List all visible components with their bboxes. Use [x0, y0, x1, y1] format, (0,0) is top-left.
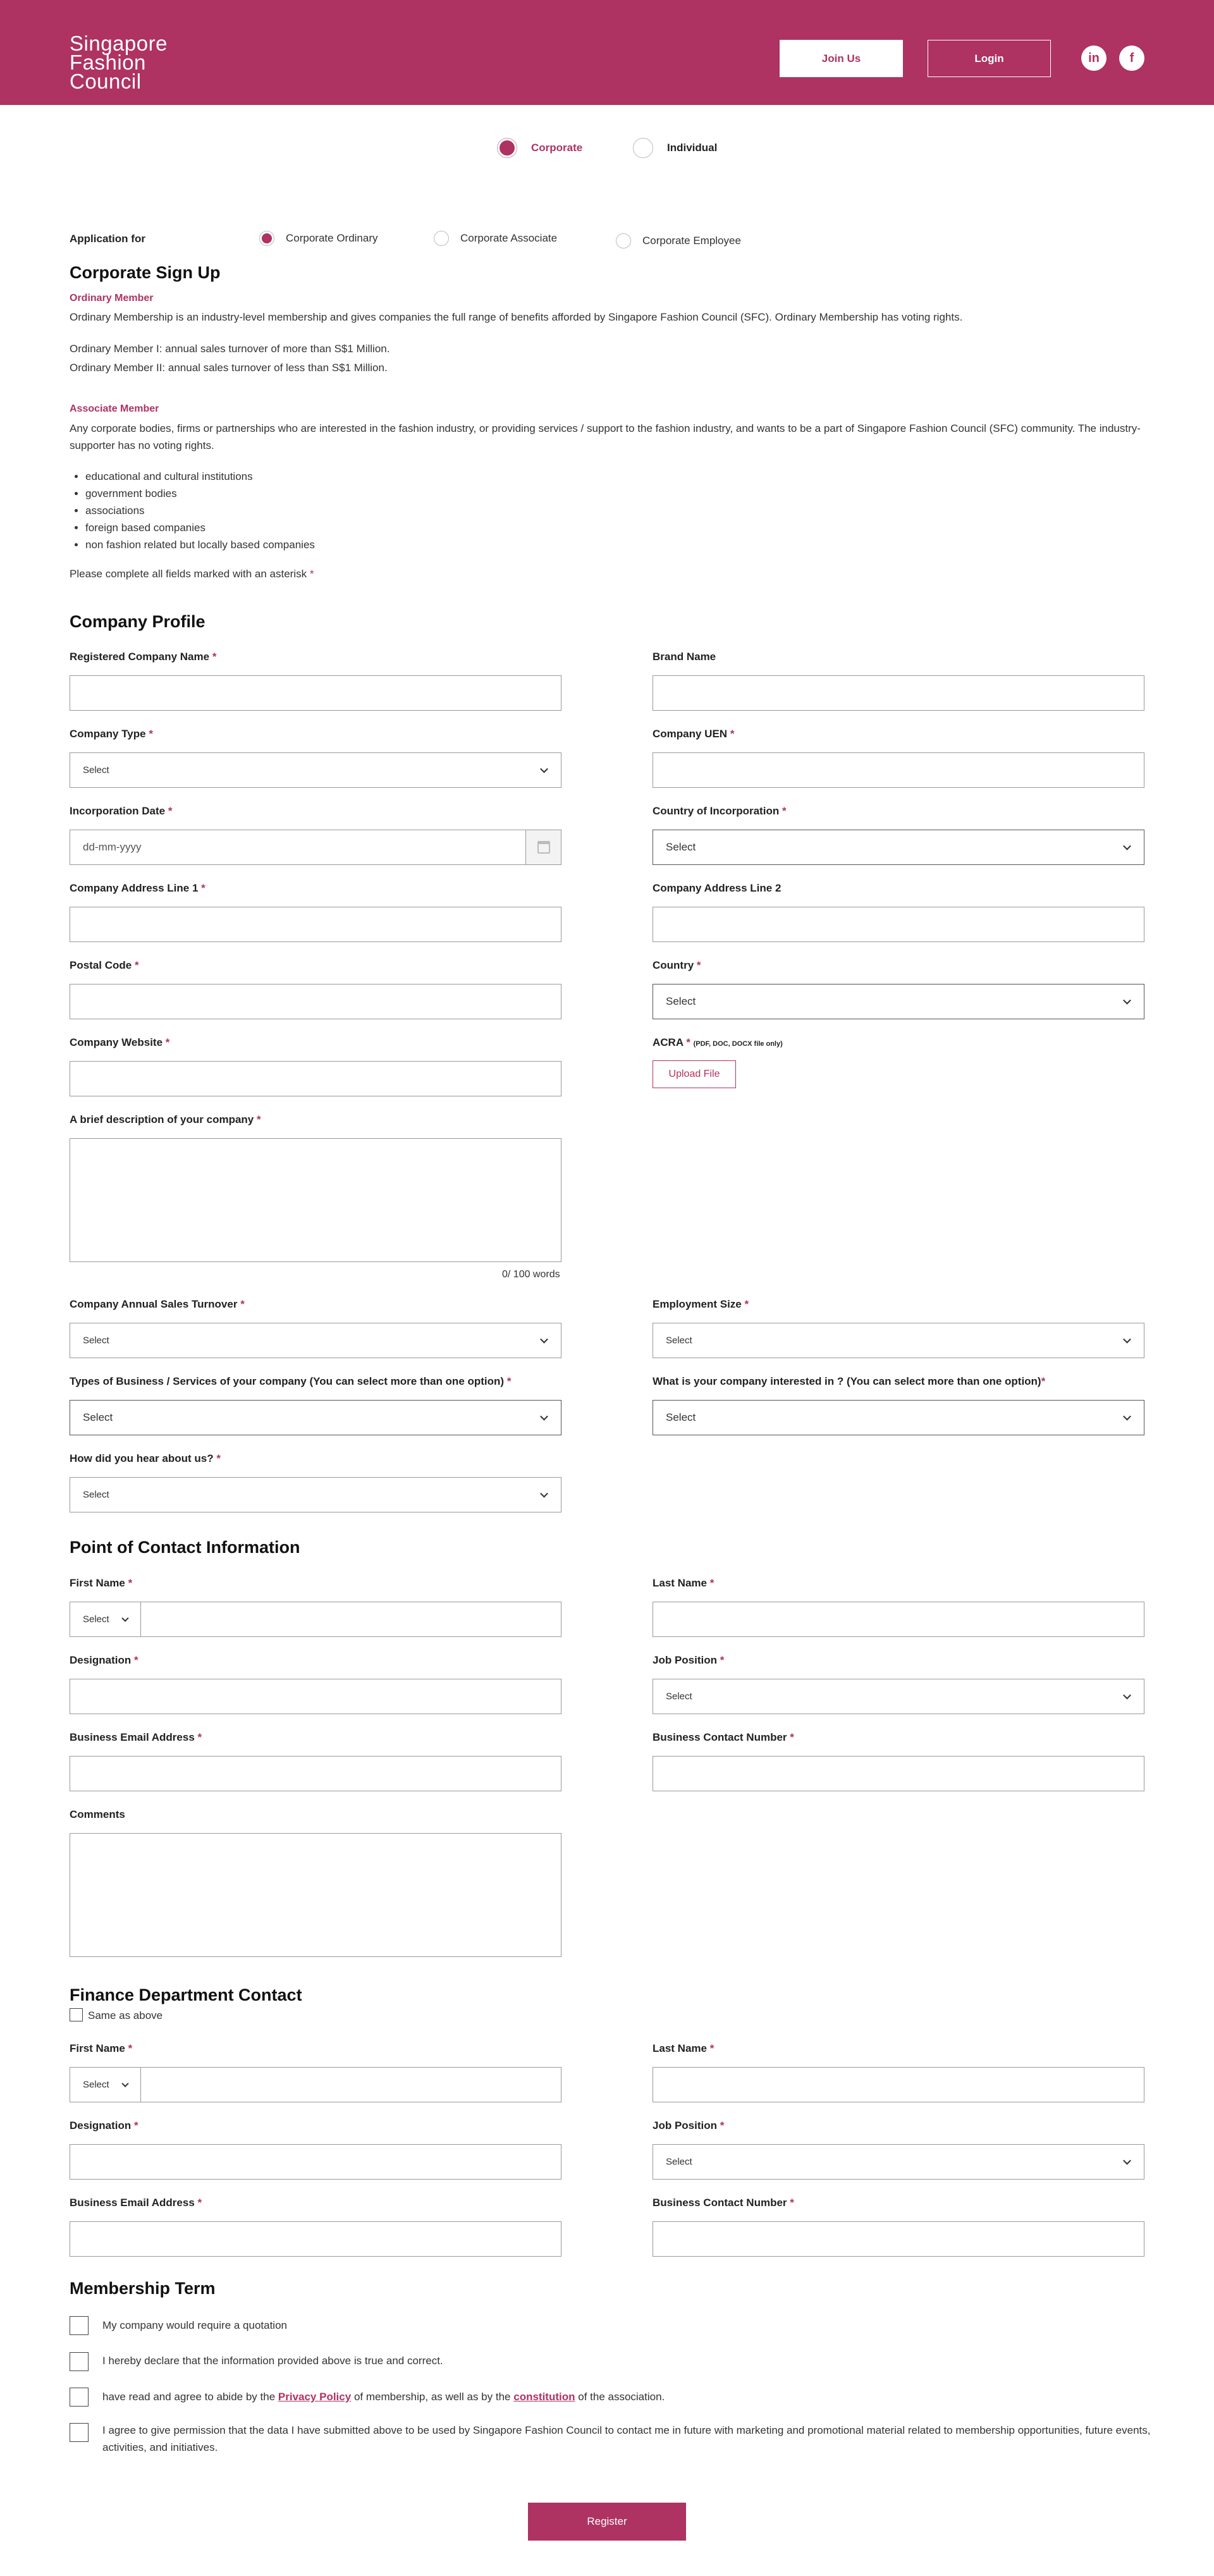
addr2-label: Company Address Line 2 [653, 882, 782, 894]
required-asterisk: * [128, 1577, 133, 1589]
label-text: Country of Incorporation [653, 805, 780, 817]
radio-corporate-label: Corporate [531, 142, 583, 154]
select-value: Select [666, 1411, 696, 1423]
radio-individual-label: Individual [667, 142, 718, 154]
select-value: Select [83, 1489, 109, 1500]
facebook-icon[interactable]: f [1119, 46, 1144, 71]
select-value: Select [666, 1335, 692, 1346]
contact-email-input[interactable] [70, 1756, 561, 1791]
website-input[interactable] [70, 1061, 561, 1096]
associate-list [70, 468, 315, 553]
consent-checkbox[interactable] [70, 2423, 89, 2442]
agree-text-end: of the association. [578, 2391, 665, 2403]
contact-first-name-input[interactable] [70, 1602, 561, 1637]
top-header [0, 0, 1214, 105]
join-us-button[interactable]: Join Us [780, 40, 903, 77]
finance-last-name-label [653, 2042, 714, 2055]
list-item: • associations [85, 502, 315, 519]
associate-member-text: Any corporate bodies, firms or partnerships who are interested in the fashion industry, or providing services / support to the fashion industry, and wants to be a part of Singapore Fashion Council (SFC) community. The industry-supporter has no voting rights. [70, 422, 1141, 451]
select-value: Select [83, 1614, 109, 1625]
employment-select[interactable] [653, 1323, 1144, 1358]
salutation-select[interactable] [70, 2068, 141, 2102]
contact-last-name-label [653, 1577, 714, 1590]
list-item: • government bodies [85, 485, 315, 502]
required-asterisk: * [709, 2042, 714, 2054]
contact-last-name-input[interactable] [653, 1602, 1144, 1637]
inc-date-label [70, 805, 172, 818]
label-text: Job Position [653, 1654, 717, 1666]
radio-corporate-associate-label: Corporate Associate [460, 232, 558, 244]
radio-corporate-associate[interactable] [434, 231, 557, 246]
contact-designation-label [70, 1654, 138, 1667]
radio-corporate[interactable] [497, 138, 582, 158]
description-textarea[interactable] [70, 1138, 561, 1262]
finance-phone-label [653, 2197, 794, 2209]
finance-job-position-label [653, 2119, 724, 2132]
chevron-down-icon [540, 1490, 548, 1498]
employment-label [653, 1298, 749, 1311]
comments-label: Comments [70, 1808, 125, 1820]
select-value: Select [83, 1335, 109, 1346]
chevron-down-icon [1123, 2157, 1131, 2165]
required-asterisk: * [506, 1375, 512, 1387]
constitution-link[interactable]: constitution [513, 2391, 575, 2403]
radio-corporate-ordinary-circle [259, 231, 274, 246]
radio-individual-circle [633, 138, 653, 158]
radio-corporate-employee-label: Corporate Employee [642, 235, 741, 247]
finance-heading: Finance Department Contact [70, 1985, 302, 2004]
uen-input[interactable] [653, 752, 1144, 788]
select-value: Select [83, 1411, 113, 1423]
required-asterisk: * [790, 1731, 794, 1743]
finance-phone-input[interactable] [653, 2221, 1144, 2257]
chevron-down-icon [121, 2080, 128, 2087]
salutation-select[interactable] [70, 1602, 141, 1636]
chevron-down-icon [540, 765, 548, 773]
label-text: Company Type [70, 728, 146, 740]
radio-corporate-ordinary-label: Corporate Ordinary [286, 232, 378, 244]
required-asterisk: * [212, 651, 217, 663]
agree-text-mid: of membership, as well as by the [353, 2391, 511, 2403]
chevron-down-icon [1123, 997, 1131, 1005]
quotation-checkbox[interactable] [70, 2316, 89, 2335]
logo-line-1: Singapore [70, 32, 168, 55]
contact-phone-label [653, 1731, 794, 1744]
contact-designation-input[interactable] [70, 1679, 561, 1714]
contact-phone-input[interactable] [653, 1756, 1144, 1791]
business-types-select[interactable] [70, 1400, 561, 1435]
required-asterisk: * [134, 959, 139, 971]
chevron-down-icon [540, 1413, 548, 1421]
label-text: Incorporation Date [70, 805, 166, 817]
membership-term-heading: Membership Term [70, 2279, 216, 2298]
radio-individual[interactable] [633, 138, 717, 158]
register-button[interactable]: Register [528, 2503, 686, 2541]
country-inc-label [653, 805, 787, 818]
list-item: • non fashion related but locally based companies [85, 536, 315, 553]
ordinary-member-text: Ordinary Membership is an industry-level membership and gives companies the full range of benefits afforded by Singapore Fashion Council (SFC). Ordinary Membership has voting rights. [70, 311, 963, 323]
label-text: ACRA [653, 1036, 684, 1048]
ordinary-tier-2: Ordinary Member II: annual sales turnover of less than S$1 Million. [70, 362, 388, 374]
interested-select[interactable] [653, 1400, 1144, 1435]
application-for-label: Application for [70, 233, 145, 245]
select-value: Select [666, 841, 696, 853]
radio-corporate-associate-circle [434, 231, 449, 246]
finance-first-name-label [70, 2042, 132, 2055]
chevron-down-icon [1123, 1691, 1131, 1700]
asterisk-note-text: Please complete all fields marked with an asterisk [70, 568, 307, 580]
ordinary-member-heading: Ordinary Member [70, 293, 154, 304]
same-as-above-checkbox[interactable] [70, 2008, 83, 2021]
label-text: A brief description of your company [70, 1113, 254, 1125]
login-button[interactable]: Login [928, 40, 1051, 77]
required-asterisk: * [149, 728, 153, 740]
chevron-down-icon [540, 1335, 548, 1344]
required-asterisk: * [1041, 1375, 1046, 1387]
required-asterisk: * [744, 1298, 749, 1310]
finance-job-position-select[interactable] [653, 2144, 1144, 2180]
label-text: Designation [70, 2119, 132, 2131]
registered-name-label [70, 651, 216, 663]
date-placeholder: dd-mm-yyyy [83, 841, 142, 853]
required-asterisk: * [720, 2119, 725, 2131]
privacy-policy-link[interactable]: Privacy Policy [278, 2391, 352, 2403]
linkedin-icon[interactable]: in [1081, 46, 1107, 71]
word-count: 0/ 100 words [502, 1269, 560, 1280]
label-text: How did you hear about us? [70, 1452, 214, 1464]
same-as-above-label: Same as above [88, 2009, 163, 2021]
inc-date-input[interactable] [70, 830, 561, 865]
turnover-select[interactable] [70, 1323, 561, 1358]
brand-name-input[interactable] [653, 675, 1144, 711]
finance-last-name-input[interactable] [653, 2067, 1144, 2102]
list-item: • educational and cultural institutions [85, 468, 315, 485]
label-text: Business Contact Number [653, 2197, 787, 2209]
finance-first-name-input[interactable] [70, 2067, 561, 2102]
label-text: Last Name [653, 2042, 707, 2054]
label-text: Company UEN [653, 728, 728, 740]
required-asterisk: * [128, 2042, 133, 2054]
select-value: Select [83, 2079, 109, 2090]
country-select[interactable] [653, 984, 1144, 1019]
label-text: First Name [70, 2042, 125, 2054]
label-text: Business Email Address [70, 2197, 195, 2209]
description-label [70, 1113, 261, 1126]
comments-textarea[interactable] [70, 1833, 561, 1957]
ordinary-tier-1: Ordinary Member I: annual sales turnover of more than S$1 Million. [70, 343, 390, 355]
select-value: Select [666, 1691, 692, 1702]
contact-first-name-label [70, 1577, 132, 1590]
finance-email-label [70, 2197, 202, 2209]
website-label [70, 1036, 169, 1049]
required-asterisk: * [686, 1036, 690, 1048]
label-text: Designation [70, 1654, 132, 1666]
required-asterisk: * [720, 1654, 725, 1666]
business-types-label [70, 1375, 511, 1388]
required-asterisk: * [134, 2119, 138, 2131]
label-text: Business Email Address [70, 1731, 195, 1743]
radio-corporate-circle [497, 138, 517, 158]
label-text: First Name [70, 1577, 125, 1589]
addr1-input[interactable] [70, 907, 561, 942]
chevron-down-icon [1123, 1413, 1131, 1421]
label-text: Company Annual Sales Turnover [70, 1298, 238, 1310]
required-asterisk: * [309, 568, 314, 580]
agree-checkbox[interactable] [70, 2388, 89, 2407]
required-asterisk: * [197, 2197, 202, 2209]
calendar-icon[interactable] [525, 830, 561, 864]
required-asterisk: * [782, 805, 787, 817]
required-asterisk: * [790, 2197, 794, 2209]
contact-heading: Point of Contact Information [70, 1538, 300, 1557]
addr2-input[interactable] [653, 907, 1144, 942]
label-text: Company Address Line 1 [70, 882, 199, 894]
declare-label: I hereby declare that the information provided above is true and correct. [102, 2355, 443, 2367]
acra-note: (PDF, DOC, DOCX file only) [693, 1040, 783, 1048]
acra-label [653, 1036, 783, 1049]
required-asterisk: * [201, 882, 205, 894]
addr1-label [70, 882, 205, 895]
registered-name-input[interactable] [70, 675, 561, 711]
country-inc-select[interactable] [653, 830, 1144, 865]
radio-corporate-ordinary[interactable] [259, 231, 378, 246]
company-profile-heading: Company Profile [70, 612, 205, 631]
chevron-down-icon [121, 1615, 128, 1622]
required-asterisk: * [165, 1036, 170, 1048]
country-label [653, 959, 701, 972]
label-text: Employment Size [653, 1298, 742, 1310]
radio-corporate-employee-circle [616, 233, 631, 248]
hear-select[interactable] [70, 1477, 561, 1512]
label-text: Postal Code [70, 959, 132, 971]
select-value: Select [83, 764, 109, 776]
label-text: Job Position [653, 2119, 717, 2131]
required-asterisk: * [256, 1113, 261, 1125]
label-text: Types of Business / Services of your company (You can select more than one option) [70, 1375, 505, 1387]
hear-label [70, 1452, 221, 1465]
label-text: Business Contact Number [653, 1731, 787, 1743]
required-asterisk: * [709, 1577, 714, 1589]
agree-text-start: have read and agree to abide by the [102, 2391, 276, 2403]
finance-email-input[interactable] [70, 2221, 561, 2257]
label-text: Country [653, 959, 694, 971]
select-value: Select [666, 2156, 692, 2168]
uen-label [653, 728, 734, 740]
upload-file-button[interactable]: Upload File [653, 1060, 736, 1088]
required-asterisk: * [696, 959, 701, 971]
contact-job-position-label [653, 1654, 724, 1667]
consent-label: I agree to give permission that the data I have submitted above to be used by Singapore Fashion Council to contact me in future with marketing and promotional material related to membership opportunities, future events, activities, and initiatives. [102, 2424, 1151, 2453]
required-asterisk: * [730, 728, 735, 740]
interested-label [653, 1375, 1045, 1388]
required-asterisk: * [240, 1298, 245, 1310]
company-type-select[interactable] [70, 752, 561, 788]
postal-input[interactable] [70, 984, 561, 1019]
agree-label [102, 2388, 665, 2405]
asterisk-note [70, 565, 314, 582]
logo-line-2: Fashion [70, 51, 146, 74]
postal-label [70, 959, 139, 972]
declare-checkbox[interactable] [70, 2352, 89, 2371]
label-text: Last Name [653, 1577, 707, 1589]
label-text: What is your company interested in ? (You can select more than one option) [653, 1375, 1041, 1387]
list-item: • foreign based companies [85, 519, 315, 536]
required-asterisk: * [197, 1731, 202, 1743]
page-title: Corporate Sign Up [70, 263, 221, 282]
contact-job-position-select[interactable] [653, 1679, 1144, 1714]
radio-corporate-employee[interactable] [616, 233, 741, 248]
logo-line-3: Council [70, 70, 142, 93]
required-asterisk: * [216, 1452, 221, 1464]
chevron-down-icon [1123, 842, 1131, 850]
turnover-label [70, 1298, 245, 1311]
finance-designation-input[interactable] [70, 2144, 561, 2180]
finance-designation-label [70, 2119, 138, 2132]
required-asterisk: * [134, 1654, 138, 1666]
label-text: Company Website [70, 1036, 163, 1048]
company-type-label [70, 728, 153, 740]
required-asterisk: * [168, 805, 173, 817]
contact-email-label [70, 1731, 202, 1744]
quotation-label: My company would require a quotation [102, 2319, 287, 2331]
select-value: Select [666, 995, 696, 1007]
sfc-logo[interactable] [70, 34, 168, 91]
associate-member-heading: Associate Member [70, 403, 159, 414]
label-text: Registered Company Name [70, 651, 210, 663]
chevron-down-icon [1123, 1335, 1131, 1344]
brand-name-label: Brand Name [653, 651, 716, 663]
